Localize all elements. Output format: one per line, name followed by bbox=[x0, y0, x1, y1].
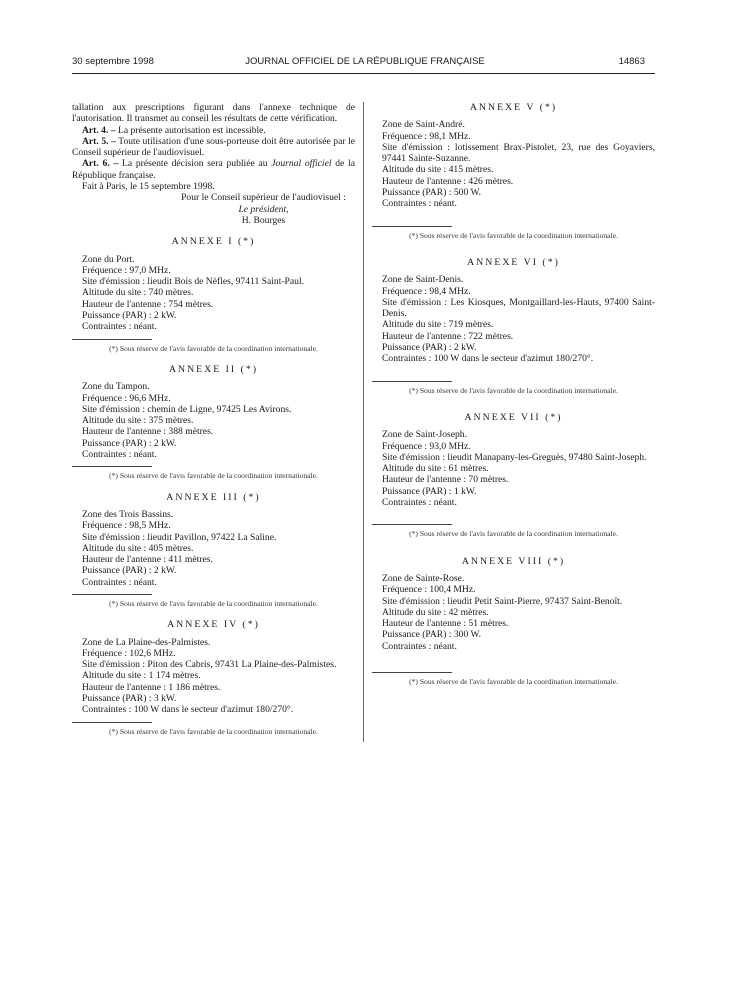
annex-5-power: Puissance (PAR) : 500 W. bbox=[382, 187, 482, 199]
annex-4-footnote: (*) Sous réserve de l'avis favorable de la coordination internationale. bbox=[109, 726, 318, 736]
annex-5-constraints: Contraintes : néant. bbox=[382, 198, 457, 210]
annex-4 bbox=[72, 619, 355, 737]
article-5-label: Art. 5. – bbox=[82, 135, 116, 147]
right-column bbox=[372, 102, 655, 691]
annex-8-site: Site d'émission : lieudit Petit Saint-Pierre, 97437 Saint-Benoît. bbox=[382, 595, 623, 607]
article-4 bbox=[72, 125, 355, 136]
annex-8-frequency: Fréquence : 100,4 MHz. bbox=[382, 584, 476, 596]
annex-6-height: Hauteur de l'antenne : 722 mètres. bbox=[382, 330, 514, 342]
annex-3-frequency: Fréquence : 98,5 MHz. bbox=[82, 520, 171, 532]
annex-3-constraints: Contraintes : néant. bbox=[82, 576, 157, 588]
annex-6-constraints: Contraintes : 100 W dans le secteur d'azimut 180/270°. bbox=[382, 353, 594, 365]
annex-5 bbox=[372, 102, 655, 241]
annex-3-altitude: Altitude du site : 405 mètres. bbox=[82, 542, 194, 554]
article-6-text-b: de la République française. bbox=[72, 158, 355, 181]
article-6-text-a: La présente décision sera publiée au bbox=[118, 158, 272, 170]
annex-4-power: Puissance (PAR) : 3 kW. bbox=[82, 693, 177, 705]
annex-2-power: Puissance (PAR) : 2 kW. bbox=[82, 437, 177, 449]
article-5-text: Toute utilisation d'une sous-porteuse doit être autorisée par le Conseil supérieur de l'audiovisuel. bbox=[72, 135, 356, 159]
footnote-rule bbox=[372, 226, 452, 227]
annex-1-constraints: Contraintes : néant. bbox=[82, 321, 157, 333]
left-column bbox=[72, 102, 355, 741]
annex-1-zone: Zone du Port. bbox=[82, 253, 135, 265]
fait-line: Fait à Paris, le 15 septembre 1998. bbox=[82, 181, 215, 193]
annex-6-footnote: (*) Sous réserve de l'avis favorable de la coordination internationale. bbox=[409, 385, 618, 395]
annex-2-footnote: (*) Sous réserve de l'avis favorable de la coordination internationale. bbox=[109, 471, 318, 481]
footnote-rule bbox=[72, 722, 152, 723]
annex-1-altitude: Altitude du site : 740 mètres. bbox=[82, 287, 194, 299]
annex-4-site: Site d'émission : Piton des Cabris, 97431 La Plaine-des-Palmistes. bbox=[82, 659, 337, 671]
annex-5-title: ANNEXE V (*) bbox=[469, 102, 558, 113]
annex-7-height: Hauteur de l'antenne : 70 mètres. bbox=[382, 474, 509, 486]
article-6-journal: Journal officiel bbox=[271, 158, 332, 170]
annex-4-zone: Zone de La Plaine-des-Palmistes. bbox=[82, 636, 211, 648]
header-page-number: 14863 bbox=[618, 56, 645, 67]
footnote-rule bbox=[72, 594, 152, 595]
annex-6-power: Puissance (PAR) : 2 kW. bbox=[382, 342, 477, 354]
article-6-label: Art. 6. – bbox=[82, 158, 119, 170]
annex-5-zone: Zone de Saint-André. bbox=[382, 119, 465, 131]
footnote-rule bbox=[372, 381, 452, 382]
signature-name: H. Bourges bbox=[241, 214, 286, 226]
annex-2-constraints: Contraintes : néant. bbox=[82, 449, 157, 461]
annex-7-frequency: Fréquence : 93,0 MHz. bbox=[382, 440, 471, 452]
annex-3 bbox=[72, 492, 355, 610]
annex-8-zone: Zone de Sainte-Rose. bbox=[382, 572, 465, 584]
annex-1-site: Site d'émission : lieudit Bois de Nèfles, 97411 Saint-Paul. bbox=[82, 276, 305, 288]
annex-6-zone: Zone de Saint-Denis. bbox=[382, 274, 464, 286]
article-6 bbox=[72, 158, 355, 181]
annex-6-altitude: Altitude du site : 719 mètres. bbox=[382, 319, 494, 331]
article-4-label: Art. 4. – bbox=[82, 124, 116, 136]
annex-8-power: Puissance (PAR) : 300 W. bbox=[382, 629, 482, 641]
annex-4-frequency: Fréquence : 102,6 MHz. bbox=[82, 647, 176, 659]
annex-2-altitude: Altitude du site : 375 mètres. bbox=[82, 415, 194, 427]
footnote-rule bbox=[72, 339, 152, 340]
footnote-rule bbox=[72, 466, 152, 467]
annex-4-title: ANNEXE IV (*) bbox=[167, 619, 260, 631]
annex-3-site: Site d'émission : lieudit Pavillon, 97422 La Saline. bbox=[82, 531, 277, 543]
page-header bbox=[0, 56, 731, 68]
annex-6-frequency: Fréquence : 98,4 MHz. bbox=[382, 285, 471, 297]
annex-5-height: Hauteur de l'antenne : 426 mètres. bbox=[382, 175, 514, 187]
column-divider bbox=[363, 102, 364, 742]
annex-8-height: Hauteur de l'antenne : 51 mètres. bbox=[382, 618, 509, 630]
annex-5-altitude: Altitude du site : 415 mètres. bbox=[382, 164, 494, 176]
annex-8 bbox=[372, 556, 655, 688]
annex-7-power: Puissance (PAR) : 1 kW. bbox=[382, 485, 477, 497]
annex-3-footnote: (*) Sous réserve de l'avis favorable de la coordination internationale. bbox=[109, 598, 318, 608]
annex-2-frequency: Fréquence : 96,6 MHz. bbox=[82, 392, 171, 404]
article-4-text: La présente autorisation est incessible. bbox=[115, 124, 266, 136]
annex-6 bbox=[372, 257, 655, 396]
annex-1-footnote: (*) Sous réserve de l'avis favorable de la coordination internationale. bbox=[109, 343, 318, 353]
annex-7-site: Site d'émission : lieudit Manapany-les-Greguès, 97480 Saint-Joseph. bbox=[382, 451, 647, 463]
annex-2-zone: Zone du Tampon. bbox=[82, 381, 150, 393]
annex-7-zone: Zone de Saint-Joseph. bbox=[382, 429, 467, 441]
annex-4-altitude: Altitude du site : 1 174 mètres. bbox=[82, 670, 201, 682]
annex-8-footnote: (*) Sous réserve de l'avis favorable de la coordination internationale. bbox=[409, 676, 618, 686]
annex-7-footnote: (*) Sous réserve de l'avis favorable de la coordination internationale. bbox=[409, 529, 618, 539]
annex-1-title: ANNEXE I (*) bbox=[171, 236, 256, 248]
annex-8-title: ANNEXE VIII (*) bbox=[461, 555, 566, 567]
annex-3-zone: Zone des Trois Bassins. bbox=[82, 508, 174, 520]
article-5 bbox=[72, 136, 355, 159]
annex-1-frequency: Fréquence : 97,0 MHz. bbox=[82, 264, 171, 276]
annex-1 bbox=[72, 236, 355, 354]
signature-line-1: Pour le Conseil supérieur de l'audiovisuel : bbox=[181, 192, 346, 204]
annex-2-site: Site d'émission : chemin de Ligne, 97425 Les Avirons. bbox=[82, 403, 292, 415]
intro-paragraph: tallation aux prescriptions figurant dans l'annexe technique de l'autorisation. Il transmet au conseil les résultats de cette vérification. bbox=[72, 102, 355, 125]
annex-4-constraints: Contraintes : 100 W dans le secteur d'azimut 180/270°. bbox=[82, 704, 294, 716]
annex-1-height: Hauteur de l'antenne : 754 mètres. bbox=[82, 298, 214, 310]
header-journal-title: JOURNAL OFFICIEL DE LA RÉPUBLIQUE FRANÇAISE bbox=[245, 56, 485, 67]
annex-7-altitude: Altitude du site : 61 mètres. bbox=[382, 463, 489, 475]
annex-2-height: Hauteur de l'antenne : 388 mètres. bbox=[82, 426, 214, 438]
footnote-rule bbox=[372, 524, 452, 525]
annex-5-footnote: (*) Sous réserve de l'avis favorable de la coordination internationale. bbox=[409, 230, 618, 240]
signature-line-2: Le président, bbox=[238, 203, 289, 215]
annex-1-power: Puissance (PAR) : 2 kW. bbox=[82, 310, 177, 322]
annex-8-constraints: Contraintes : néant. bbox=[382, 640, 457, 652]
annex-3-height: Hauteur de l'antenne : 411 mètres. bbox=[82, 554, 213, 566]
annex-2-title: ANNEXE II (*) bbox=[168, 363, 259, 375]
annex-5-site: Site d'émission : lotissement Brax-Pistolet, 23, rue des Goyaviers, 97441 Sainte-Suzanne. bbox=[382, 141, 655, 165]
annex-7-constraints: Contraintes : néant. bbox=[382, 497, 457, 509]
annex-6-site: Site d'émission : Les Kiosques, Montgaillard-les-Hauts, 97400 Saint-Denis. bbox=[382, 296, 655, 320]
annex-5-frequency: Fréquence : 98,1 MHz. bbox=[382, 130, 471, 142]
annex-7-title: ANNEXE VII (*) bbox=[464, 411, 563, 423]
annex-8-altitude: Altitude du site : 42 mètres. bbox=[382, 606, 489, 618]
annex-3-power: Puissance (PAR) : 2 kW. bbox=[82, 565, 177, 577]
annex-7 bbox=[372, 412, 655, 540]
annex-3-title: ANNEXE III (*) bbox=[166, 491, 261, 503]
annex-4-height: Hauteur de l'antenne : 1 186 mètres. bbox=[82, 681, 221, 693]
footnote-rule bbox=[372, 672, 452, 673]
annex-2 bbox=[72, 364, 355, 482]
header-date: 30 septembre 1998 bbox=[72, 56, 154, 67]
annex-6-title: ANNEXE VI (*) bbox=[467, 256, 560, 268]
header-rule bbox=[72, 73, 655, 74]
